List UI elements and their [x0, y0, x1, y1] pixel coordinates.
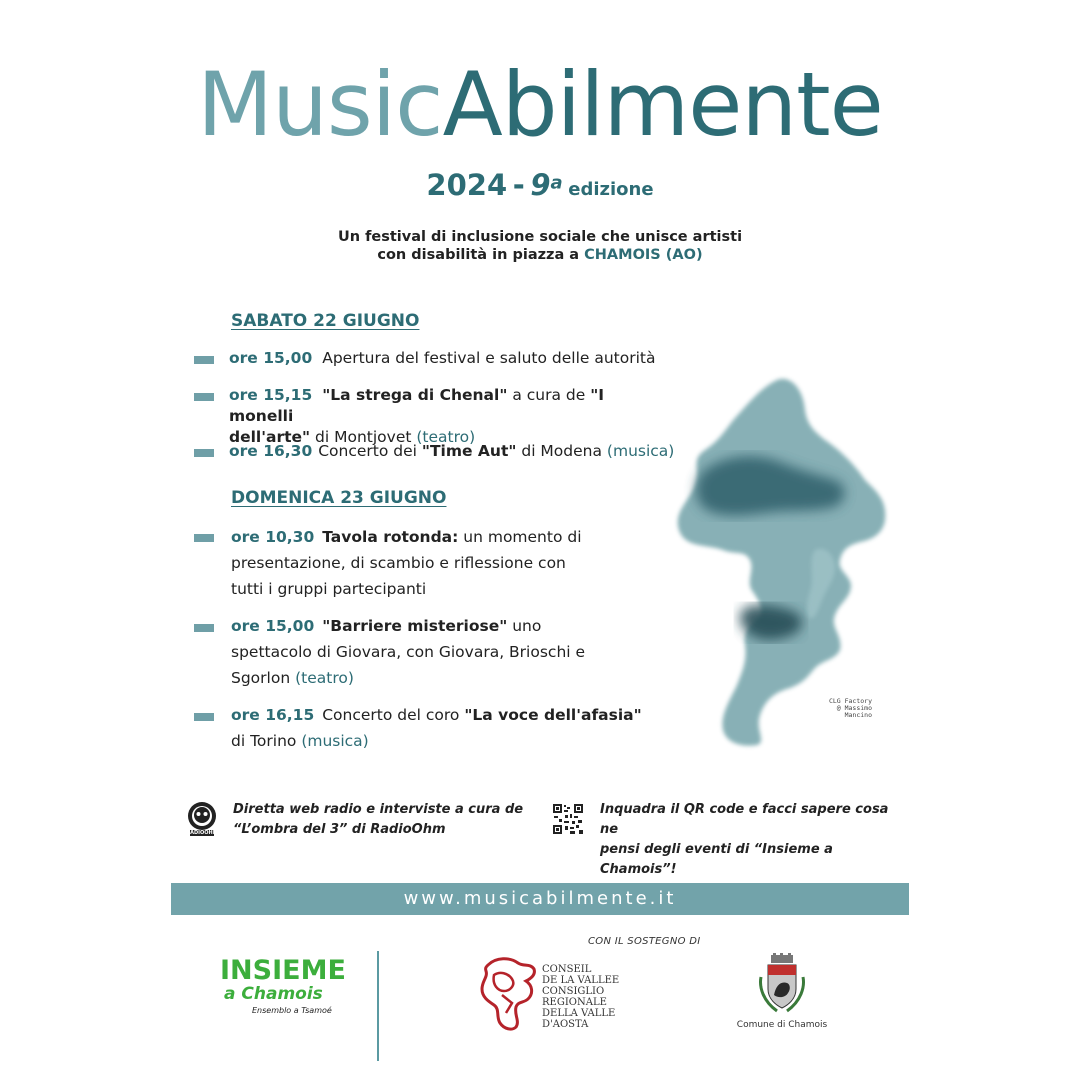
watercolor-artwork: [665, 370, 910, 755]
event-place: di Torino: [231, 732, 302, 750]
festival-subtitle: [0, 228, 1080, 264]
event-sat-3: [229, 441, 679, 462]
event-group-cont: dell'arte": [229, 428, 311, 446]
conseil-logo-text: [542, 964, 619, 1030]
radio-note-line-1: Diretta web radio e interviste a cura de: [233, 802, 524, 817]
artwork-credit: [806, 698, 872, 719]
edition-number: 9: [530, 168, 551, 202]
event-text: Concerto del coro: [322, 706, 465, 724]
divider-line: [377, 951, 379, 1061]
event-category: (teatro): [416, 428, 476, 446]
edition-dash: -: [512, 168, 525, 202]
edition-label: edizione: [568, 179, 654, 200]
event-group: "I monelli: [229, 386, 605, 425]
bullet-marker: [194, 713, 214, 721]
bullet-marker: [194, 393, 214, 401]
subtitle-line-2: [0, 246, 1080, 264]
festival-title: [0, 55, 1080, 155]
website-link[interactable]: www.musicabilmente.it: [403, 888, 677, 909]
event-text: Concerto dei: [318, 442, 422, 460]
event-category: (teatro): [295, 669, 354, 687]
day-title-sunday: DOMENICA 23 GIUGNO: [231, 488, 447, 508]
subtitle-line-1: Un festival di inclusione sociale che unisce artisti: [337, 229, 743, 245]
subtitle-place: CHAMOIS (AO): [584, 247, 703, 263]
event-sun-1: [231, 524, 611, 602]
event-title: "Time Aut": [421, 442, 517, 460]
event-text: Sgorlon: [231, 669, 296, 687]
event-text: tutti i gruppi partecipanti: [231, 580, 427, 598]
bullet-marker: [194, 356, 214, 364]
conseil-regionale-emblem-icon: [478, 955, 540, 1033]
radio-note-line-2: “L’ombra del 3” di RadioOhm: [233, 822, 446, 837]
event-title: "La strega di Chenal": [322, 386, 508, 404]
event-sun-2: [231, 613, 611, 691]
event-time: ore 15,00: [231, 617, 315, 635]
conseil-line: DELLA VALLE: [542, 1008, 616, 1019]
conseil-line: D'AOSTA: [542, 1019, 589, 1030]
event-sat-2: [229, 385, 669, 448]
event-time: ore 15,15: [229, 386, 313, 404]
event-sun-3: [231, 702, 651, 754]
event-text: presentazione, di scambio e riflessione con: [231, 554, 566, 572]
edition-year: 2024: [426, 168, 508, 202]
insieme-logo-line-3: Ensemblo a Tsamoé: [252, 1006, 332, 1015]
event-time: ore 15,00: [229, 349, 313, 367]
title-part-abilmente: Abilmente: [442, 53, 883, 156]
event-sat-1: [229, 348, 679, 369]
comune-label: Comune di Chamois: [736, 1020, 828, 1030]
event-title: "Barriere misteriose": [322, 617, 508, 635]
edition-line: [0, 168, 1080, 202]
bullet-marker: [194, 534, 214, 542]
event-place: di Modena: [516, 442, 607, 460]
support-label: CON IL SOSTEGNO DI: [588, 936, 701, 947]
bullet-marker: [194, 449, 214, 457]
event-time: ore 10,30: [231, 528, 315, 546]
conseil-line: CONSEIL: [542, 964, 592, 975]
qr-note-line-1: Inquadra il QR code e facci sapere cosa ne: [600, 802, 889, 837]
conseil-line: REGIONALE: [542, 997, 607, 1008]
radioohm-logo-text: RADIOOHM: [186, 830, 218, 836]
event-category: (musica): [301, 732, 369, 750]
comune-coat-of-arms-icon: [757, 953, 807, 1017]
event-text: spettacolo di Giovara, con Giovara, Brioschi e: [231, 643, 586, 661]
credit-line-2: @ Massimo Mancino: [836, 704, 872, 719]
conseil-line: CONSIGLIO: [542, 986, 605, 997]
event-time: ore 16,15: [231, 706, 315, 724]
subtitle-line-2-text: con disabilità in piazza a: [377, 247, 585, 263]
qr-note: [600, 800, 900, 880]
qr-code-icon: [552, 803, 584, 835]
insieme-a-chamois-logo: [220, 955, 346, 1015]
event-place: di Montjovet: [310, 428, 417, 446]
day-title-saturday: SABATO 22 GIUGNO: [231, 311, 420, 331]
event-text: uno: [507, 617, 542, 635]
edition-superscript: a: [550, 172, 563, 194]
event-text: a cura de: [507, 386, 591, 404]
event-title: Tavola rotonda:: [322, 528, 459, 546]
bullet-marker: [194, 624, 214, 632]
credit-line-1: CLG Factory: [828, 697, 872, 705]
title-part-music: Music: [197, 53, 443, 156]
event-time: ore 16,30: [229, 442, 313, 460]
radio-note: [233, 800, 533, 840]
event-title: "La voce dell'afasia": [464, 706, 642, 724]
event-text: Apertura del festival e saluto delle autorità: [322, 349, 656, 367]
conseil-line: DE LA VALLEE: [542, 975, 620, 986]
insieme-logo-line-1: INSIEME: [220, 955, 346, 986]
insieme-logo-line-2: a Chamois: [224, 984, 323, 1004]
event-text: un momento di: [458, 528, 582, 546]
qr-note-line-2: pensi degli eventi di “Insieme a Chamois”!: [600, 842, 833, 877]
event-category: (musica): [606, 442, 675, 460]
